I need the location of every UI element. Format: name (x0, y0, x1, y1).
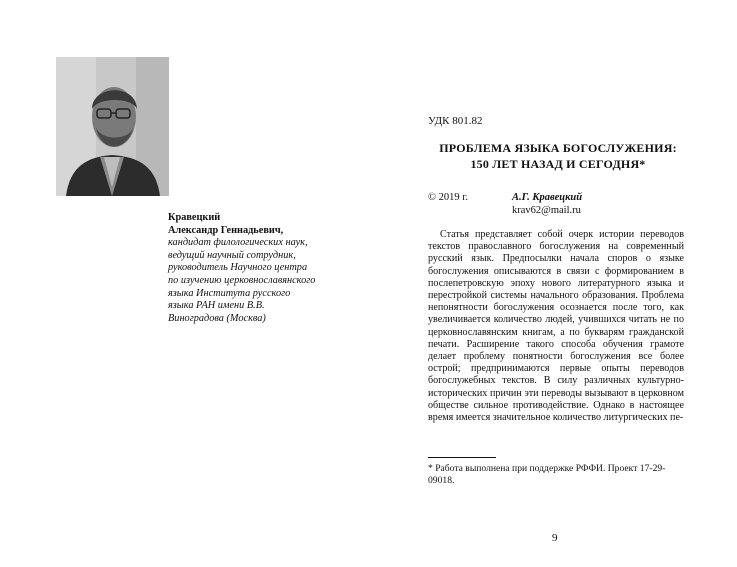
udk-code: УДК 801.82 (428, 115, 483, 127)
author-name-given: Александр Геннадьевич, (168, 224, 284, 236)
article-abstract: Статья представляет собой очерк истории переводов текстов православного богослужения на современный русский язык. Предпосылки начала споров о языке богослужения описываются в связи с формированием в послепетровскую эпоху нового литературного языка и перестройкой системы начального образования. Проблема непонятности богослужения осознается после того, как увеличивается количество людей, учившихся читать не по церковнославянским книгам, а по букварям гражданской печати. Расширение такого способа обучения грамоте делает проблему понятности богослужения все более острой; предпринимаются первые опыты переводов богослужебных текстов. В силу различных культурно-исторических причин эти переводы вызывают в церковном обществе сильное противодействие. Однако в настоящее время имеется значительное количество литургических пе- (428, 229, 684, 424)
title-line-1: ПРОБЛЕМА ЯЗЫКА БОГОСЛУЖЕНИЯ: (439, 141, 677, 155)
title-line-2: 150 ЛЕТ НАЗАД И СЕГОДНЯ* (470, 156, 646, 171)
author-photo (56, 57, 169, 196)
copyright-year: © 2019 г. (428, 192, 468, 203)
page-number: 9 (552, 532, 558, 544)
article-author: А.Г. Кравецкий (512, 192, 583, 203)
footnote-divider (428, 457, 496, 458)
author-description: кандидат филологических наук, ведущий научный сотрудник, руководитель Научного центра по изучению церковнославянского языка Института русского языка РАН имени В.В. Виноградова (Москва) (168, 237, 316, 324)
author-email: krav62@mail.ru (512, 205, 581, 216)
article-title (428, 141, 688, 172)
footnote: * Работа выполнена при поддержке РФФИ. Проект 17-29-09018. (428, 463, 666, 486)
author-name-surname: Кравецкий (168, 212, 221, 223)
author-bio (168, 212, 318, 325)
